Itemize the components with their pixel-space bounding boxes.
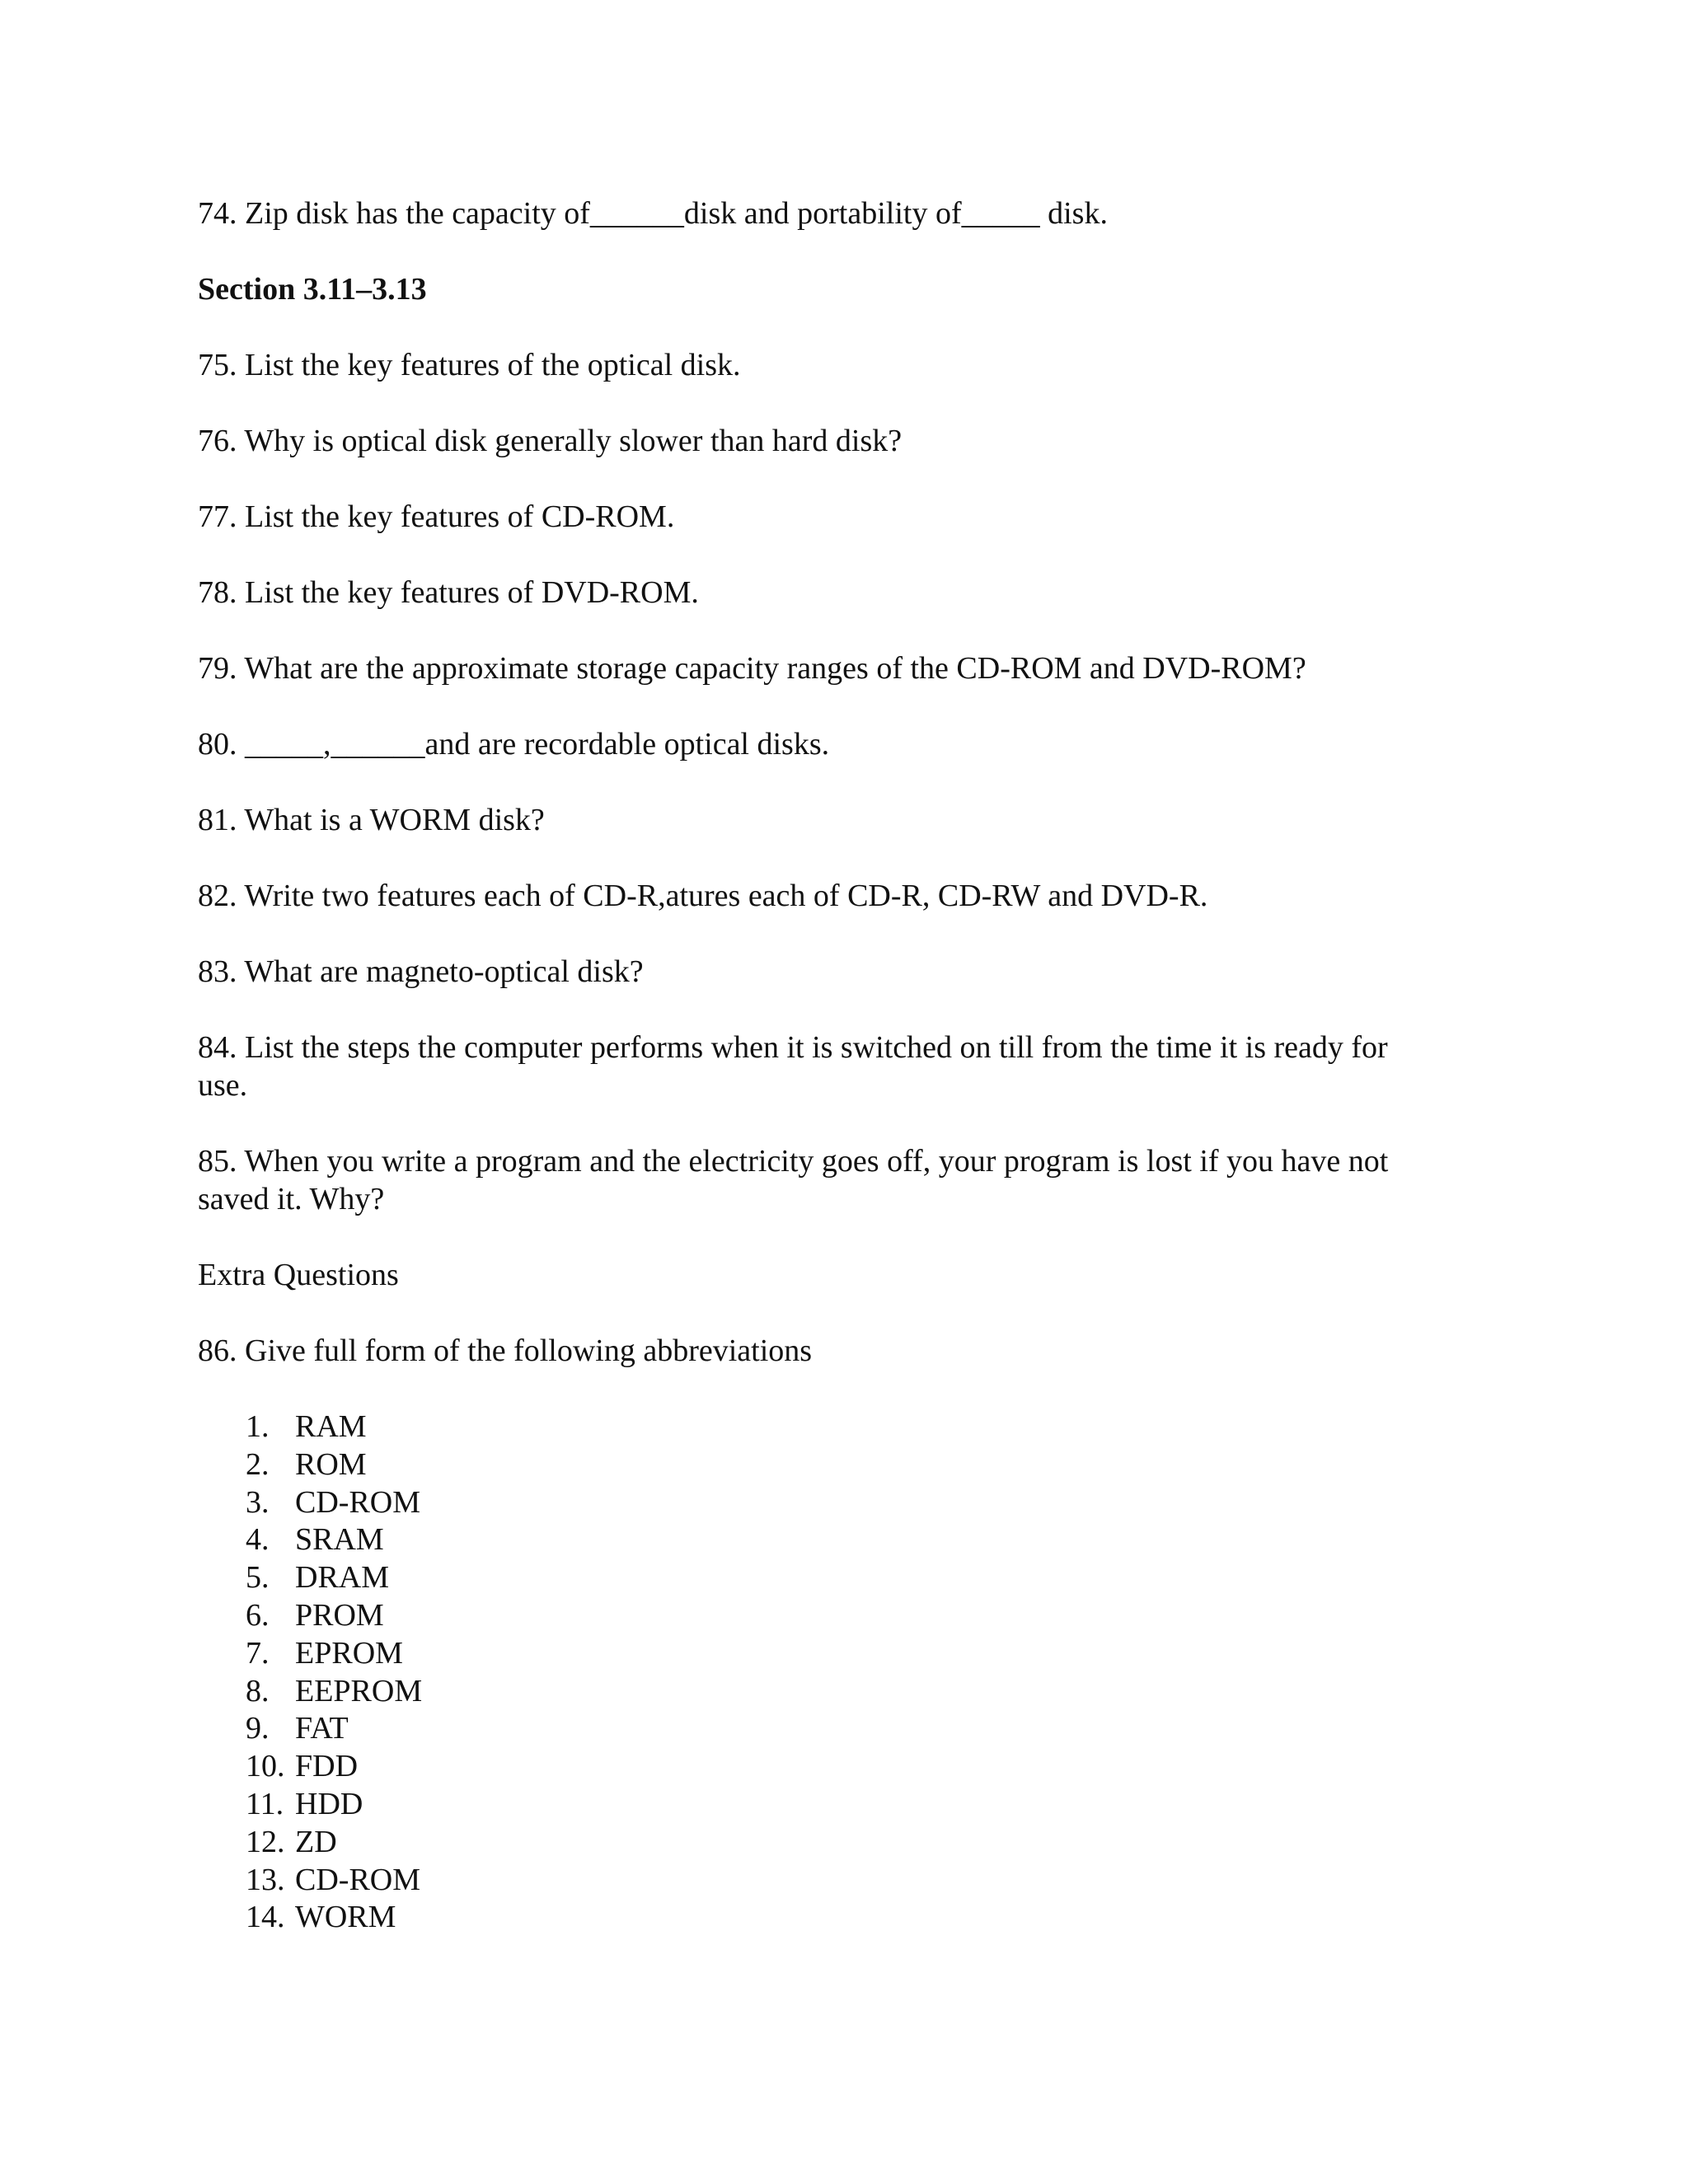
list-item-text: RAM — [295, 1409, 367, 1444]
question-81: 81. What is a WORM disk? — [198, 803, 545, 837]
list-item-text: PROM — [295, 1598, 384, 1633]
list-item-text: ROM — [295, 1446, 367, 1482]
list-item-text: WORM — [295, 1900, 396, 1935]
extra-questions-heading: Extra Questions — [198, 1258, 399, 1292]
list-item-number: 10. — [246, 1749, 285, 1784]
list-item-text: FAT — [295, 1711, 349, 1746]
list-item-number: 2. — [246, 1446, 270, 1482]
question-78: 78. List the key features of DVD-ROM. — [198, 575, 699, 610]
question-79: 79. What are the approximate storage capacity ranges of the CD-ROM and DVD-ROM? — [198, 651, 1306, 686]
list-item-text: HDD — [295, 1787, 363, 1821]
question-75: 75. List the key features of the optical disk. — [198, 348, 741, 382]
list-item-text: ZD — [295, 1824, 337, 1859]
list-item-text: SRAM — [295, 1522, 384, 1558]
question-80: 80. _____,______and are recordable optical disks. — [198, 727, 830, 762]
list-item-text: DRAM — [295, 1560, 390, 1596]
list-item-number: 3. — [246, 1484, 270, 1520]
list-item-number: 13. — [246, 1862, 285, 1897]
question-77: 77. List the key features of CD-ROM. — [198, 499, 675, 534]
list-item-number: 4. — [246, 1522, 270, 1558]
list-item-text: FDD — [295, 1749, 359, 1784]
list-item-number: 6. — [246, 1598, 270, 1633]
list-item-number: 7. — [246, 1635, 270, 1671]
question-84: 84. List the steps the computer performs when it is switched on till from the time it is ready for use. — [198, 1030, 1388, 1103]
list-item-number: 8. — [246, 1673, 270, 1708]
question-82: 82. Write two features each of CD-R,atures each of CD-R, CD-RW and DVD-R. — [198, 879, 1208, 913]
list-item-number: 12. — [246, 1824, 285, 1859]
question-74: 74. Zip disk has the capacity of______disk and portability of_____ disk. — [198, 196, 1108, 231]
list-item-text: EEPROM — [295, 1673, 423, 1708]
list-item-number: 14. — [246, 1900, 285, 1935]
list-item-text: CD-ROM — [295, 1484, 421, 1520]
question-76: 76. Why is optical disk generally slower than hard disk? — [198, 424, 903, 458]
list-item-number: 9. — [246, 1711, 270, 1746]
list-item-text: EPROM — [295, 1635, 403, 1671]
list-item-number: 1. — [246, 1409, 270, 1444]
list-item-text: CD-ROM — [295, 1862, 421, 1897]
question-83: 83. What are magneto-optical disk? — [198, 954, 644, 989]
list-item-number: 11. — [246, 1787, 284, 1821]
question-86: 86. Give full form of the following abbreviations — [198, 1333, 813, 1368]
list-item-number: 5. — [246, 1560, 270, 1596]
question-85: 85. When you write a program and the electricity goes off, your program is lost if you have not saved it. Why? — [198, 1144, 1389, 1216]
section-heading: Section 3.11–3.13 — [198, 272, 427, 307]
